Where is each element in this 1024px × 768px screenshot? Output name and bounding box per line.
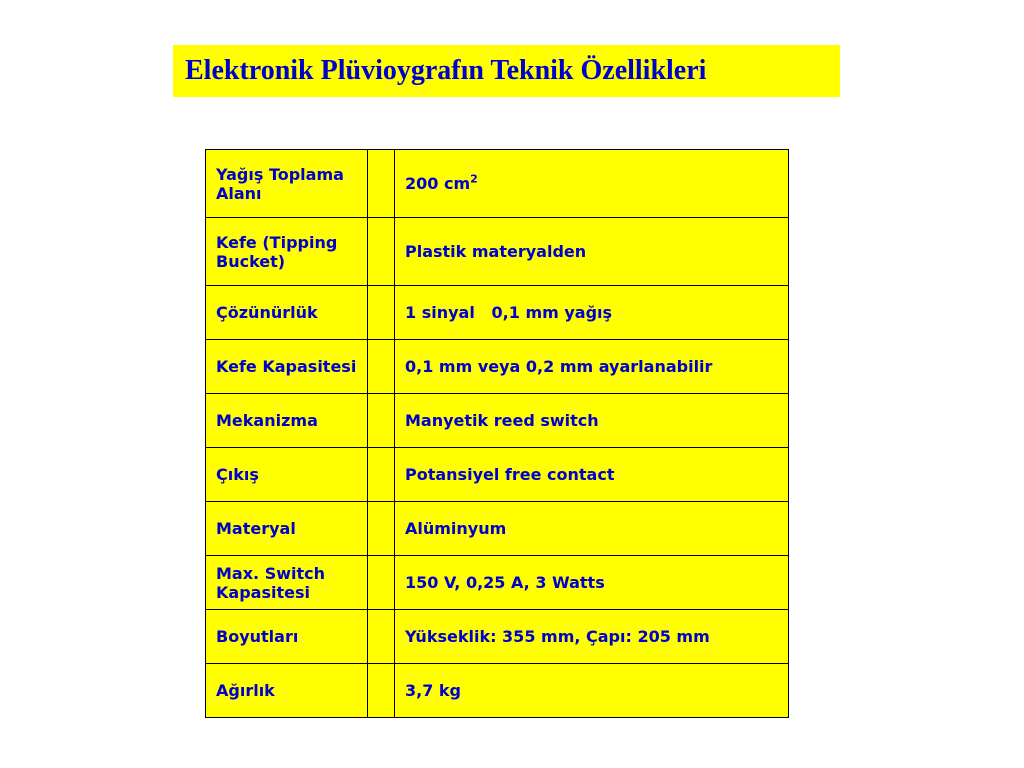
spec-value: Manyetik reed switch xyxy=(395,394,789,448)
table-row xyxy=(206,502,789,556)
spec-label: Max. Switch Kapasitesi xyxy=(206,556,368,610)
table-row xyxy=(206,610,789,664)
spacer-cell xyxy=(368,218,395,286)
spacer-cell xyxy=(368,340,395,394)
table-row xyxy=(206,340,789,394)
slide-title: Elektronik Plüvioygrafın Teknik Özellikleri xyxy=(185,55,707,86)
spec-value: 0,1 mm veya 0,2 mm ayarlanabilir xyxy=(395,340,789,394)
spec-label: Yağış Toplama Alanı xyxy=(206,150,368,218)
spec-label: Boyutları xyxy=(206,610,368,664)
spec-table xyxy=(205,149,789,718)
spec-label: Çözünürlük xyxy=(206,286,368,340)
table-row xyxy=(206,218,789,286)
spec-value: Alüminyum xyxy=(395,502,789,556)
spacer-cell xyxy=(368,394,395,448)
title-banner xyxy=(173,45,840,97)
table-row xyxy=(206,556,789,610)
superscript: 2 xyxy=(470,172,478,186)
spacer-cell xyxy=(368,610,395,664)
spec-value: 1 sinyal 0,1 mm yağış xyxy=(395,286,789,340)
spacer-cell xyxy=(368,502,395,556)
spec-value: Potansiyel free contact xyxy=(395,448,789,502)
spacer-cell xyxy=(368,150,395,218)
spec-label: Mekanizma xyxy=(206,394,368,448)
spacer-cell xyxy=(368,448,395,502)
table-row xyxy=(206,150,789,218)
spec-label: Kefe Kapasitesi xyxy=(206,340,368,394)
spec-value: Plastik materyalden xyxy=(395,218,789,286)
table-row xyxy=(206,664,789,718)
spacer-cell xyxy=(368,556,395,610)
table-row xyxy=(206,394,789,448)
spacer-cell xyxy=(368,286,395,340)
spec-value: Yükseklik: 355 mm, Çapı: 205 mm xyxy=(395,610,789,664)
table-row xyxy=(206,286,789,340)
table-row xyxy=(206,448,789,502)
spec-label: Materyal xyxy=(206,502,368,556)
spec-value: 200 $cm^2$ xyxy=(395,150,789,218)
spec-label: Çıkış xyxy=(206,448,368,502)
spec-label: Kefe (Tipping Bucket) xyxy=(206,218,368,286)
spacer-cell xyxy=(368,664,395,718)
spec-label: Ağırlık xyxy=(206,664,368,718)
spec-value: 3,7 kg xyxy=(395,664,789,718)
spec-value: 150 V, 0,25 A, 3 Watts xyxy=(395,556,789,610)
